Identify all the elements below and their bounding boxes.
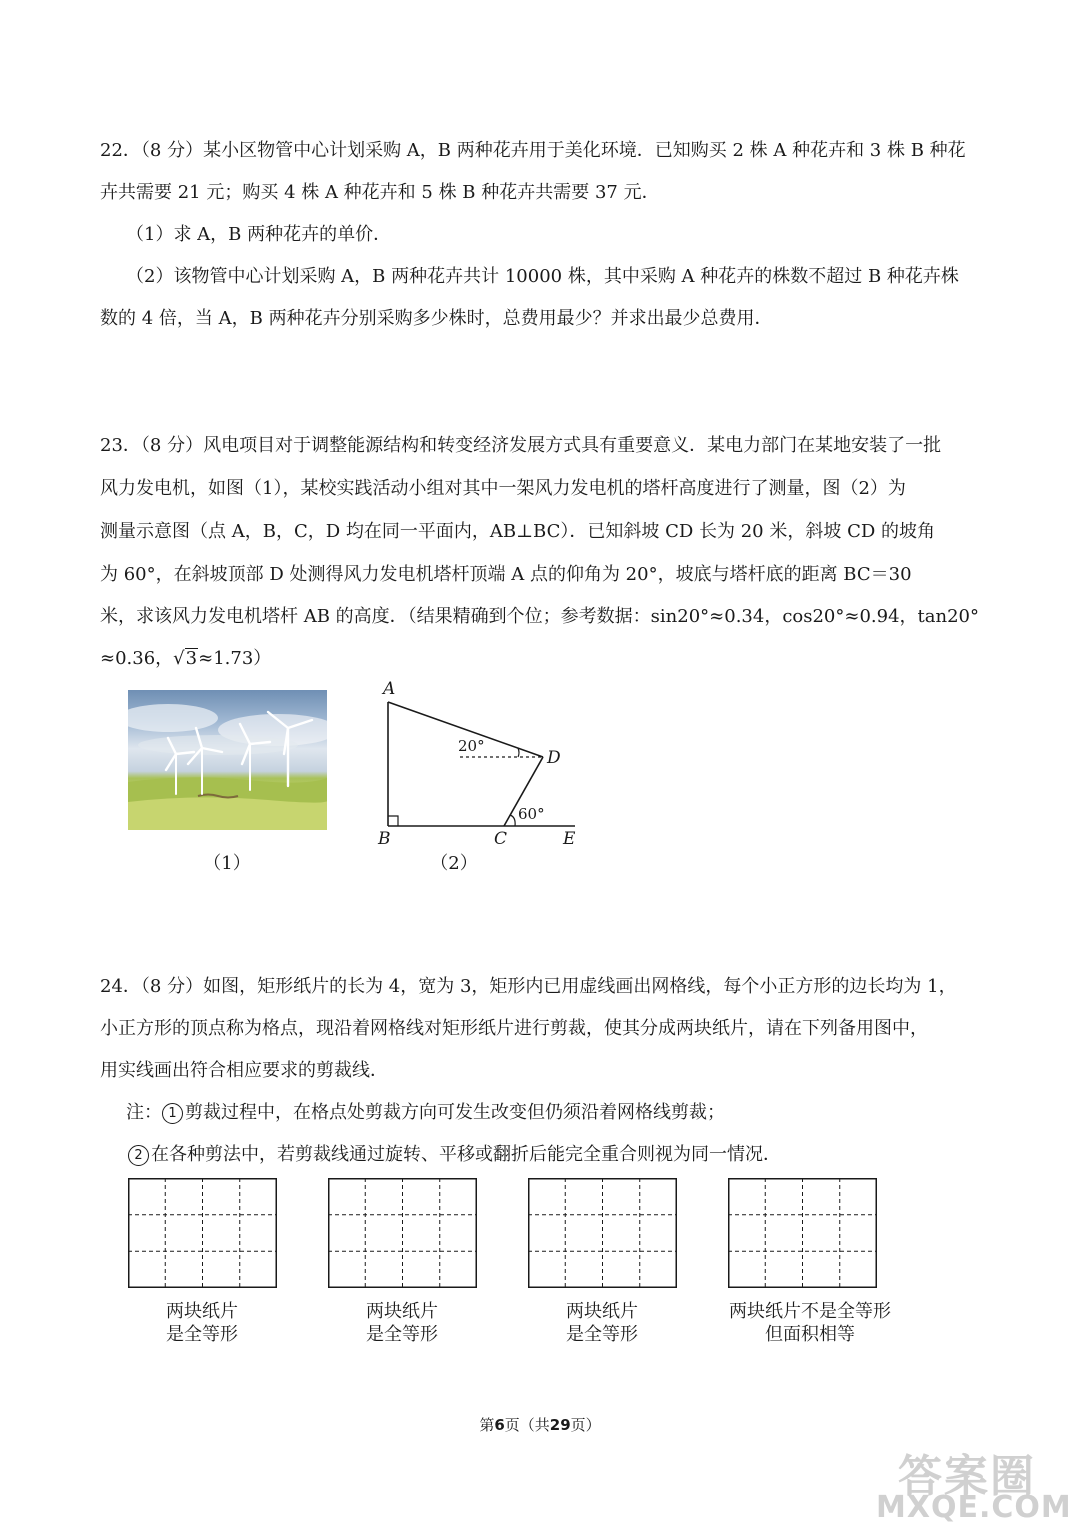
current-page-number: 6 xyxy=(494,1416,505,1434)
q23-stem-line-4: 为 60°，在斜坡顶部 D 处测得风力发电机塔杆顶端 A 点的仰角为 20°，坡底与塔杆底的距离 BC＝30 xyxy=(100,564,912,585)
angle-arc-60 xyxy=(510,815,515,826)
footer-prefix: 第 xyxy=(479,1416,495,1434)
q24-stem-line-3: 用实线画出符合相应要求的剪裁线． xyxy=(100,1060,388,1081)
grid-1-caption xyxy=(92,1300,312,1346)
site-watermark xyxy=(870,1440,1075,1525)
q24-stem-line-2: 小正方形的顶点称为格点，现沿着网格线对矩形纸片进行剪裁，使其分成两块纸片，请在下列备用图中， xyxy=(100,1018,928,1039)
label-d: D xyxy=(547,748,561,768)
grid-1-caption-line-2: 是全等形 xyxy=(166,1324,238,1345)
sqrt-sign: √ xyxy=(173,648,185,669)
q22-part-1: （1）求 A，B 两种花卉的单价． xyxy=(126,224,392,245)
grid-1[interactable] xyxy=(128,1178,277,1288)
label-c: C xyxy=(494,829,508,849)
measurement-diagram xyxy=(370,678,590,853)
page-footer xyxy=(0,1415,1080,1435)
circled-number-2: 2 xyxy=(128,1145,149,1166)
figure-2-caption: （2） xyxy=(430,853,478,874)
watermark-en: MXQE.COM xyxy=(876,1490,1072,1525)
grid-3[interactable] xyxy=(528,1178,677,1288)
footer-middle: 页（共 xyxy=(504,1416,550,1434)
q23-stem-line-5: 米，求该风力发电机塔杆 AB 的高度．（结果精确到个位；参考数据：sin20°≈0.34，cos20°≈0.94，tan20° xyxy=(100,606,979,627)
angle-arc-20 xyxy=(518,748,519,757)
grid-2[interactable] xyxy=(328,1178,477,1288)
right-angle-mark xyxy=(388,816,398,826)
q24-stem-line-1: 24．（8 分）如图，矩形纸片的长为 4，宽为 3，矩形内已用虚线画出网格线，每个小正方形的边长均为 1， xyxy=(100,976,957,997)
grid-3-caption xyxy=(492,1300,712,1346)
total-page-count: 29 xyxy=(549,1416,571,1434)
grid-4[interactable] xyxy=(728,1178,877,1288)
q22-stem-line-1: 22．（8 分）某小区物管中心计划采购 A，B 两种花卉用于美化环境．已知购买 2 株 A 种花卉和 3 株 B 种花 xyxy=(100,140,966,161)
q22-part-2-line-2: 数的 4 倍，当 A，B 两种花卉分别采购多少株时，总费用最少？并求出最少总费用． xyxy=(100,308,773,329)
grid-3-caption-line-1: 两块纸片 xyxy=(566,1301,638,1322)
q23-stem-line-2: 风力发电机，如图（1），某校实践活动小组对其中一架风力发电机的塔杆高度进行了测量，图（2）为 xyxy=(100,478,906,499)
grid-3-caption-line-2: 是全等形 xyxy=(566,1324,638,1345)
grid-2-caption-line-1: 两块纸片 xyxy=(366,1301,438,1322)
label-e: E xyxy=(563,829,576,849)
circled-number-1: 1 xyxy=(162,1103,183,1124)
footer-suffix: 页） xyxy=(570,1416,601,1434)
q23-approx-prefix: ≈0.36， xyxy=(100,648,174,669)
q23-stem-line-6 xyxy=(100,647,980,671)
q22-stem-line-2: 卉共需要 21 元；购买 4 株 A 种花卉和 5 株 B 种花卉共需要 37 元． xyxy=(100,182,660,203)
angle-label-20: 20° xyxy=(458,737,485,755)
q24-note-1 xyxy=(126,1101,1006,1125)
q22-part-2-line-1: （2）该物管中心计划采购 A，B 两种花卉共计 10000 株，其中采购 A 种花卉的株数不超过 B 种花卉株 xyxy=(126,266,959,287)
q23-stem-line-1: 23．（8 分）风电项目对于调整能源结构和转变经济发展方式具有重要意义．某电力部门在某地安装了一批 xyxy=(100,435,942,456)
grid-4-caption-line-2: 但面积相等 xyxy=(765,1324,855,1345)
q23-stem-line-3: 测量示意图（点 A，B，C，D 均在同一平面内，AB⊥BC）．已知斜坡 CD 长为 20 米，斜坡 CD 的坡角 xyxy=(100,521,936,542)
grid-2-caption xyxy=(292,1300,512,1346)
grid-4-caption xyxy=(700,1300,920,1346)
grid-1-caption-line-1: 两块纸片 xyxy=(166,1301,238,1322)
sqrt-radicand: 3 xyxy=(185,648,198,669)
q23-approx-suffix: ≈1.73） xyxy=(198,648,272,669)
wind-turbine-illustration xyxy=(128,690,327,830)
label-a: A xyxy=(383,679,396,699)
note-prefix: 注： xyxy=(126,1102,162,1123)
note-1-text: 剪裁过程中，在格点处剪裁方向可发生改变但仍须沿着网格线剪裁； xyxy=(185,1102,725,1123)
grid-2-caption-line-2: 是全等形 xyxy=(366,1324,438,1345)
label-b: B xyxy=(378,829,391,849)
angle-label-60: 60° xyxy=(518,805,545,823)
wind-turbine-photo xyxy=(128,690,327,830)
q24-note-2 xyxy=(128,1143,1008,1167)
watermark-cn: 答案圈 xyxy=(898,1451,1036,1502)
grid-4-caption-line-1: 两块纸片不是全等形 xyxy=(729,1301,891,1322)
note-2-text: 在各种剪法中，若剪裁线通过旋转、平移或翻折后能完全重合则视为同一情况． xyxy=(151,1144,781,1165)
figure-1-caption: （1） xyxy=(203,853,251,874)
